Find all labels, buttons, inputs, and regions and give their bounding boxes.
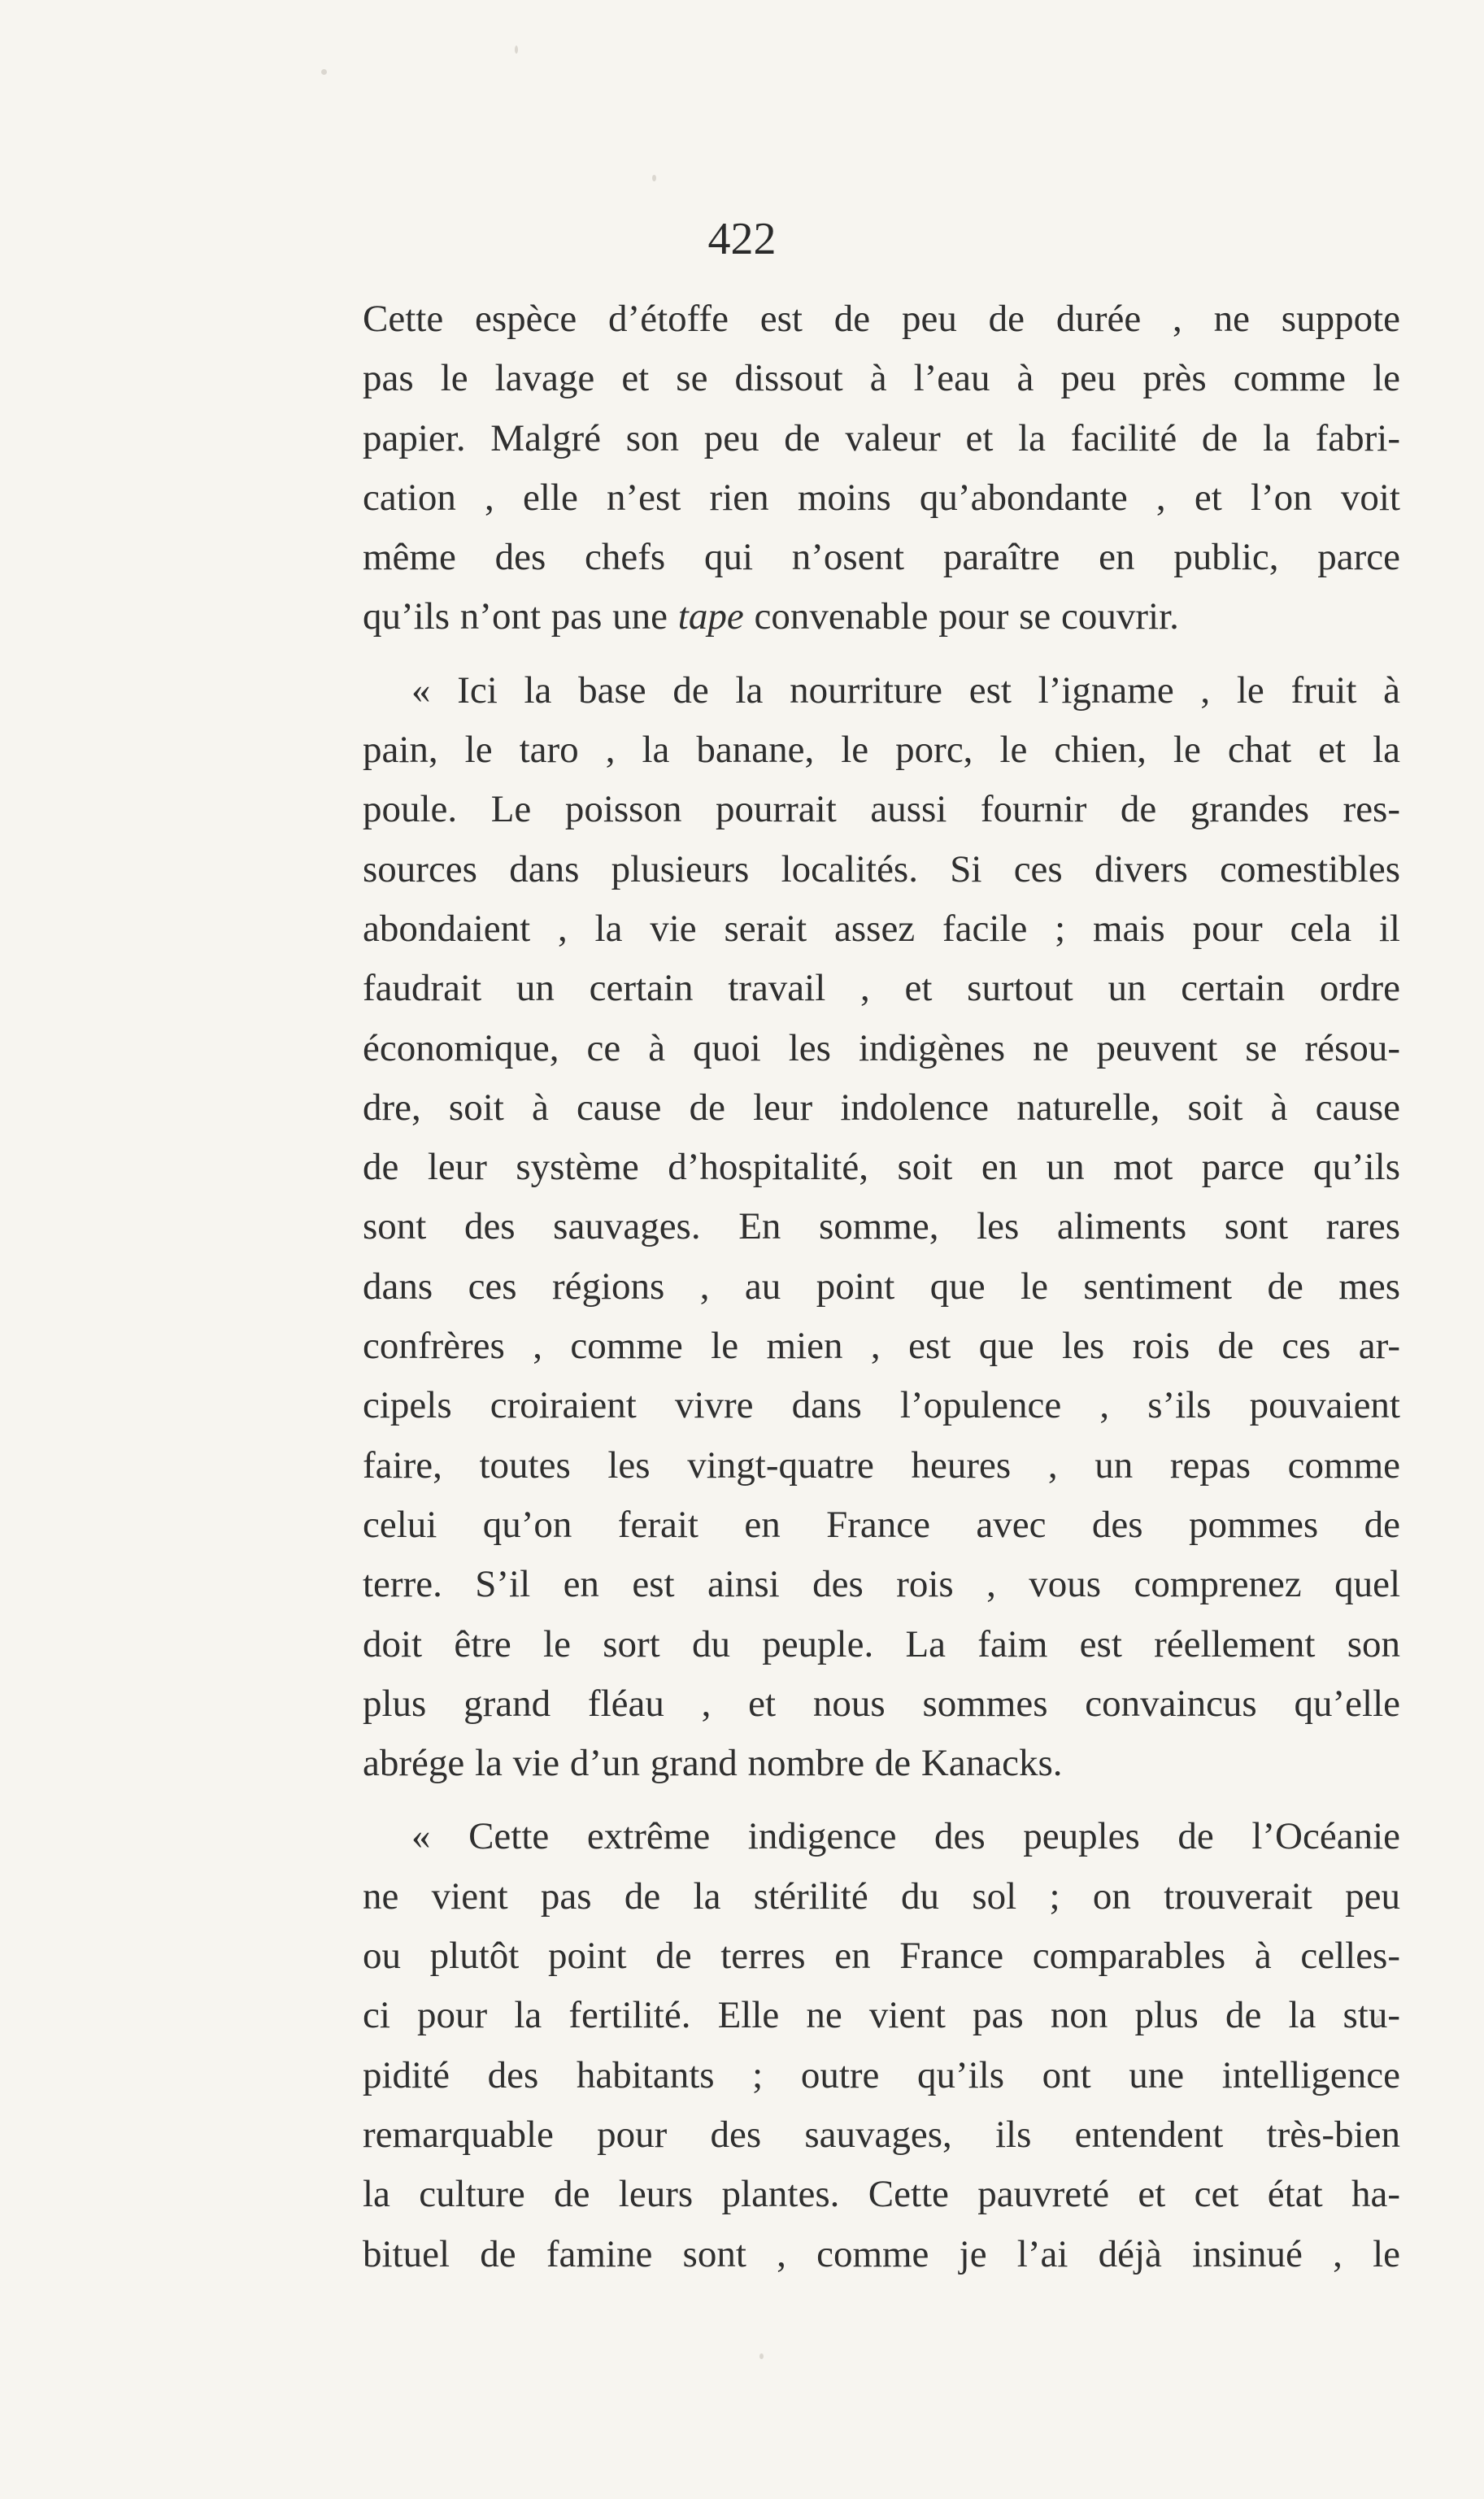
text-line: doit être le sort du peuple. La faim est réellement son <box>363 1622 1400 1665</box>
text-line: faire, toutes les vingt-quatre heures , un repas comme <box>363 1443 1400 1487</box>
text-line: terre. S’il en est ainsi des rois , vous comprenez quel <box>363 1563 1400 1606</box>
text-line <box>363 587 1400 647</box>
paragraph-2 <box>363 661 1400 1794</box>
text-line: faudrait un certain travail , et surtout un certain ordre <box>363 967 1400 1010</box>
text-line: Cette espèce d’étoffe est de peu de durée , ne suppote <box>363 298 1400 340</box>
text-line: de leur système d’hospitalité, soit en un mot parce qu’ils <box>363 1146 1400 1189</box>
text-line: économique, ce à quoi les indigènes ne peuvent se résou- <box>363 1026 1400 1069</box>
text-fragment: convenable pour se couvrir. <box>754 595 1179 638</box>
paper-speck <box>1376 2016 1381 2024</box>
italic-word: tape <box>677 595 744 638</box>
text-line: ou plutôt point de terres en France comparables à celles- <box>363 1935 1400 1978</box>
text-line: cipels croiraient vivre dans l’opulence , s’ils pouvaient <box>363 1384 1400 1427</box>
text-line: sont des sauvages. En somme, les aliments sont rares <box>363 1205 1400 1248</box>
text-line: « Cette extrême indigence des peuples de l’Océanie <box>411 1815 1400 1858</box>
text-line: cation , elle n’est rien moins qu’abondante , et l’on voit <box>363 476 1400 519</box>
text-line: sources dans plusieurs localités. Si ces divers comestibles <box>363 847 1400 890</box>
text-line: dre, soit à cause de leur indolence naturelle, soit à cause <box>363 1086 1400 1129</box>
text-block <box>363 290 1400 2284</box>
paper-speck <box>321 69 327 75</box>
text-line: ne vient pas de la stérilité du sol ; on trouverait peu <box>363 1874 1400 1918</box>
text-line: poule. Le poisson pourrait aussi fournir de grandes res- <box>363 788 1400 831</box>
text-line: papier. Malgré son peu de valeur et la facilité de la fabri- <box>363 416 1400 459</box>
paragraph-3 <box>363 1807 1400 2283</box>
text-fragment: qu’ils n’ont pas une <box>363 595 668 638</box>
text-line: la culture de leurs plantes. Cette pauvreté et cet état ha- <box>363 2173 1400 2216</box>
text-line: pas le lavage et se dissout à l’eau à peu près comme le <box>363 357 1400 400</box>
text-line: dans ces régions , au point que le sentiment de mes <box>363 1265 1400 1308</box>
text-line: remarquable pour des sauvages, ils entendent très-bien <box>363 2113 1400 2156</box>
text-line: celui qu’on ferait en France avec des pommes de <box>363 1503 1400 1546</box>
paragraph-1 <box>363 290 1400 647</box>
text-line: confrères , comme le mien , est que les rois de ces ar- <box>363 1325 1400 1368</box>
paper-speck <box>759 2353 764 2359</box>
paper-speck <box>515 46 518 54</box>
text-line: pidité des habitants ; outre qu’ils ont une intelligence <box>363 2053 1400 2096</box>
page-number: 422 <box>707 214 777 264</box>
text-line: pain, le taro , la banane, le porc, le chien, le chat et la <box>363 729 1400 772</box>
text-line: plus grand fléau , et nous sommes convaincus qu’elle <box>363 1682 1400 1725</box>
text-line: abondaient , la vie serait assez facile ; mais pour cela il <box>363 907 1400 950</box>
text-line: ci pour la fertilité. Elle ne vient pas non plus de la stu- <box>363 1994 1400 2037</box>
text-line: abrége la vie d’un grand nombre de Kanacks. <box>363 1742 1063 1785</box>
text-line: même des chefs qui n’osent paraître en public, parce <box>363 536 1400 579</box>
paper-speck <box>652 175 656 181</box>
text-line: bituel de famine sont , comme je l’ai déjà insinué , le <box>363 2232 1400 2275</box>
text-line: « Ici la base de la nourriture est l’igname , le fruit à <box>411 668 1400 712</box>
